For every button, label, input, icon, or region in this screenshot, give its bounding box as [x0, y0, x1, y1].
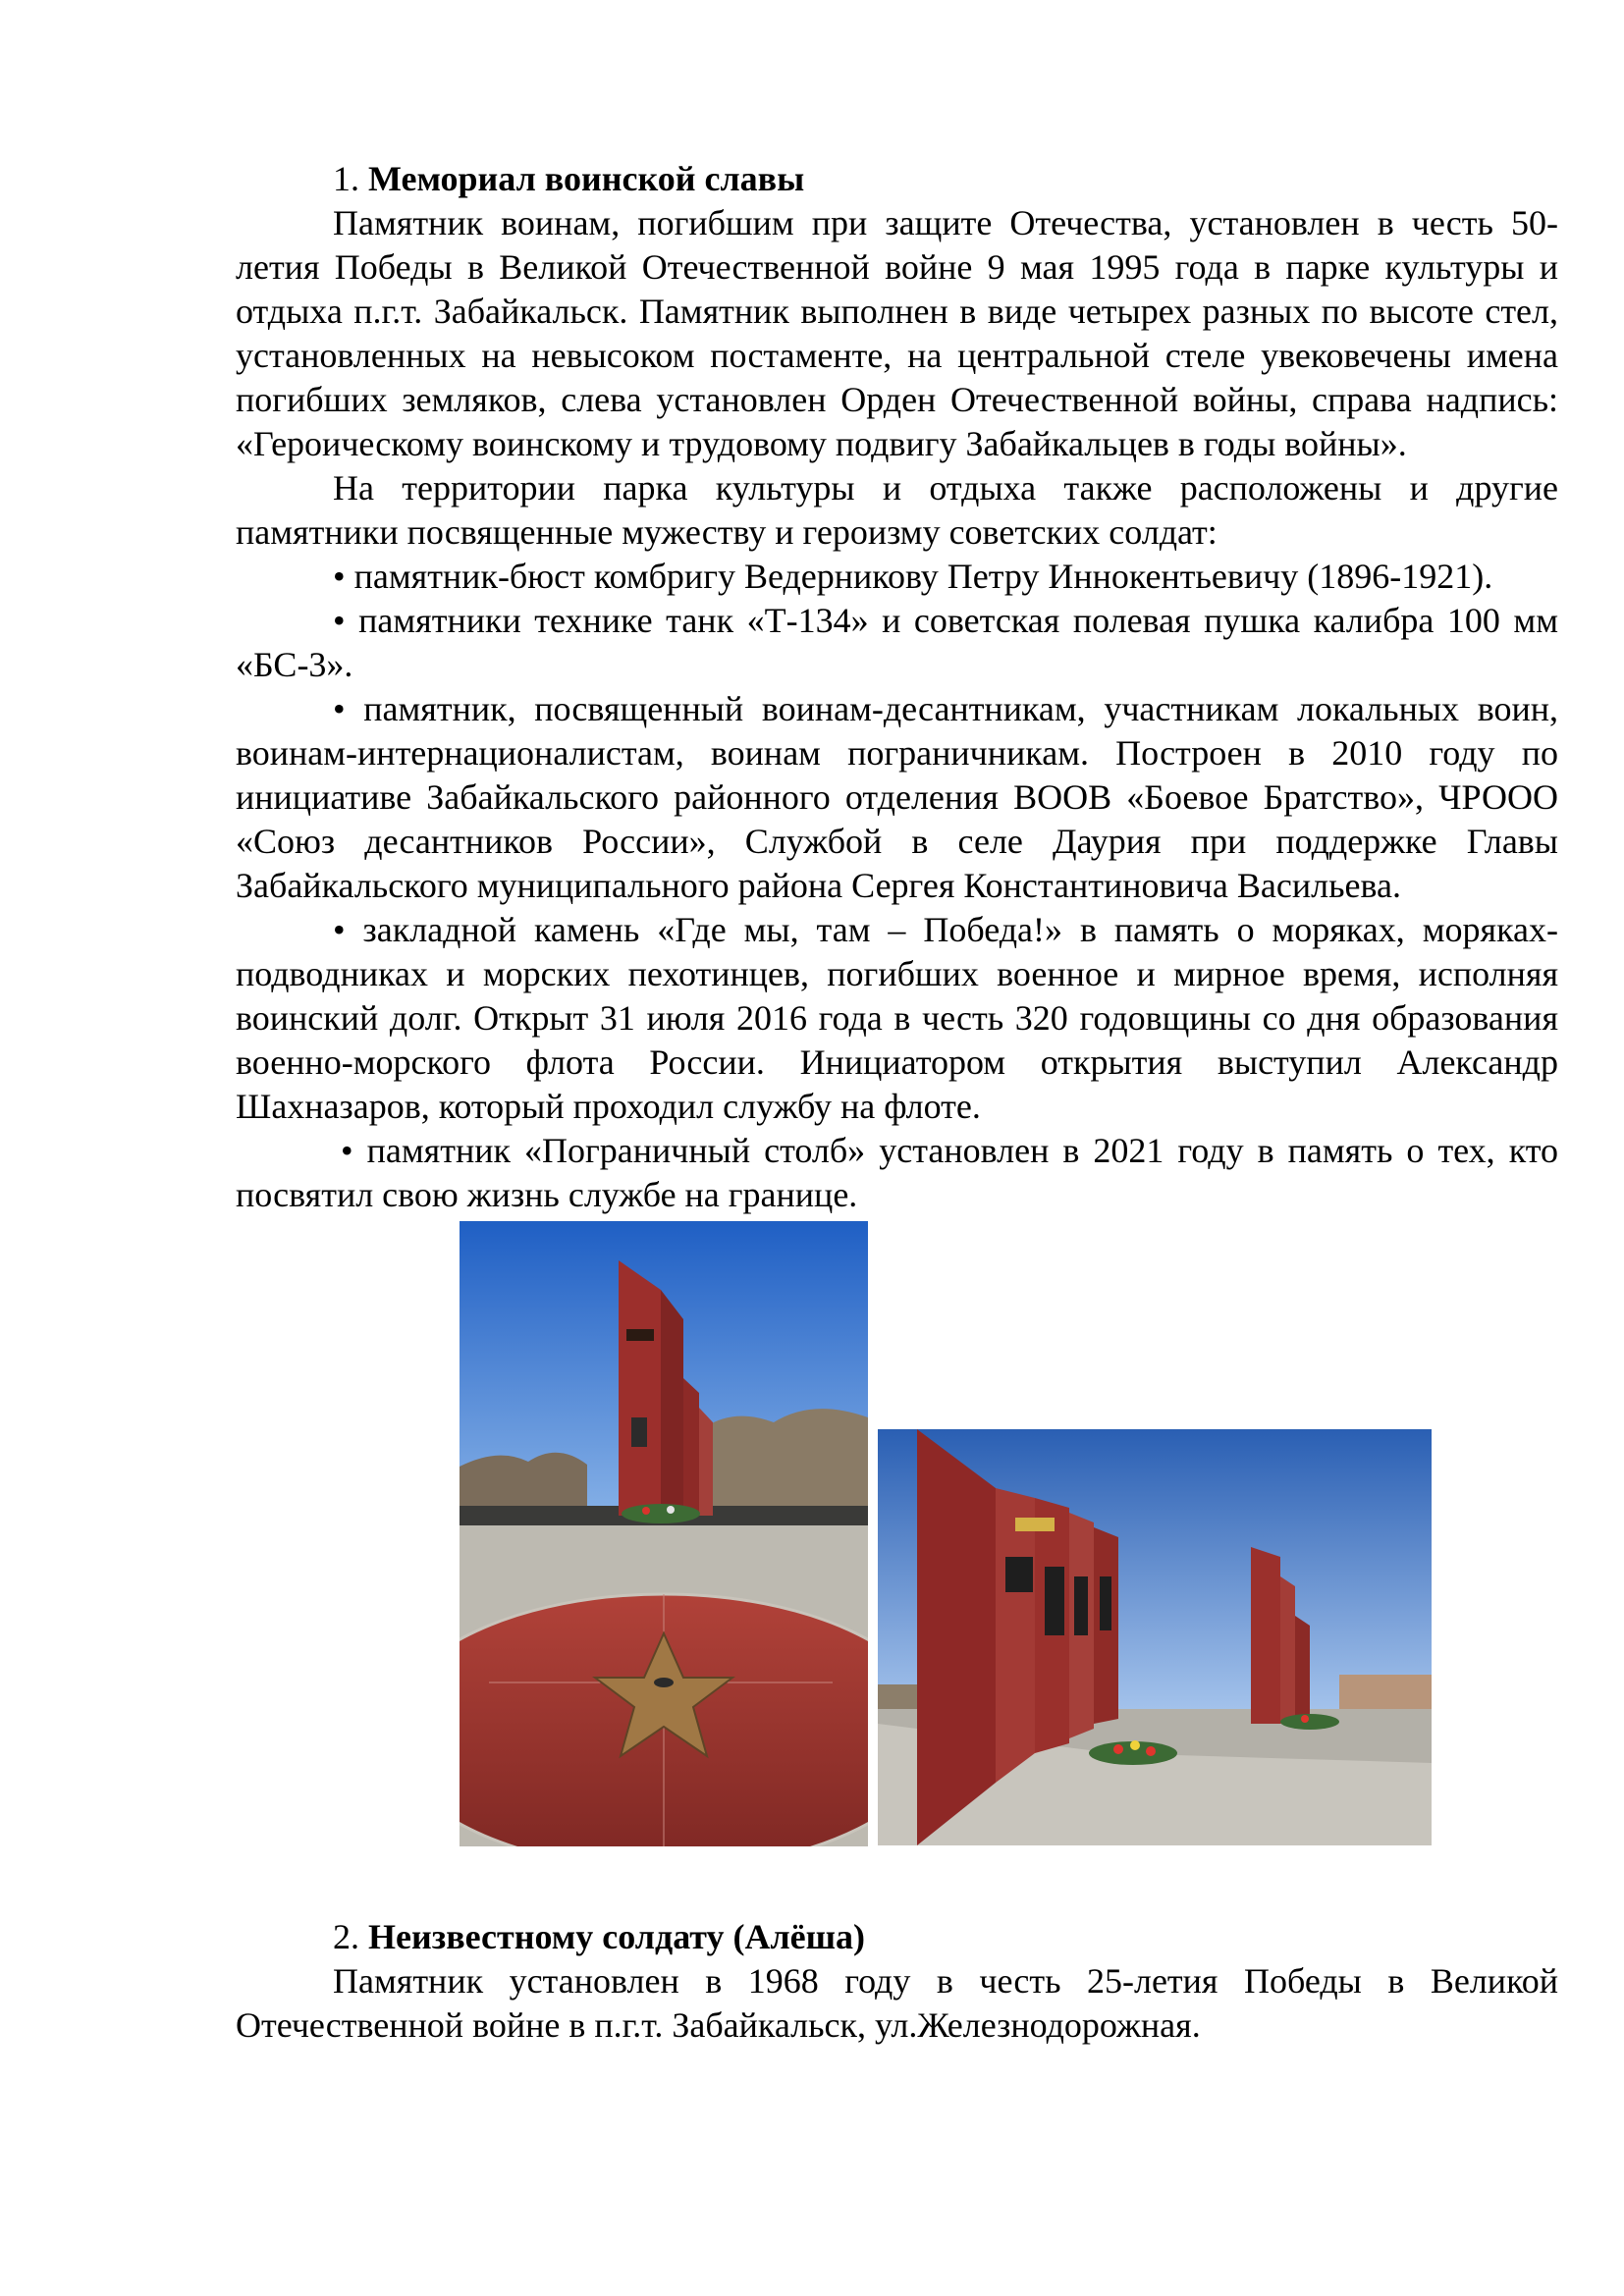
bullet-item: • закладной камень «Где мы, там – Победа!» в память о моряках, моряках-подводниках и морских пехотинцев, погибших военное и мирное время, исполняя воинский долг. Открыт 31 июля 2016 года в честь 320 годовщины со дня образования военно-морского флота России. Инициатором открытия выступил Александр Шахназаров, который проходил службу на флоте.: [236, 910, 1558, 1126]
bullet-item: • памятник «Пограничный столб» установлен в 2021 году в память о тех, кто посвятил свою жизнь службе на границе.: [236, 1131, 1558, 1214]
section-number: 1.: [333, 159, 359, 198]
memorial-photo-side: [878, 1429, 1432, 1845]
section-number: 2.: [333, 1917, 359, 1956]
body-paragraph: Памятник установлен в 1968 году в честь 25-летия Победы в Великой Отечественной войне в п.г.т. Забайкальск, ул.Железнодорожная.: [236, 1961, 1558, 2045]
photo-row: [236, 1221, 1558, 1869]
body-paragraph: На территории парка культуры и отдыха также расположены и другие памятники посвященные мужеству и героизму советских солдат:: [236, 468, 1558, 552]
bullet-item: • памятник, посвященный воинам-десантникам, участникам локальных воин, воинам-интернационалистам, воинам пограничникам. Построен в 2010 году по инициативе Забайкальского районного отделения ВООВ «Боевое Братство», ЧРООО «Союз десантников России», Службой в селе Даурия при поддержке Главы Забайкальского муниципального района Сергея Константиновича Васильева.: [236, 689, 1558, 905]
document-page: [236, 157, 1558, 2048]
bullet-item: • памятники технике танк «Т-134» и советская полевая пушка калибра 100 мм «БС-3».: [236, 601, 1558, 684]
body-paragraph: Памятник воинам, погибшим при защите Отечества, установлен в честь 50-летия Победы в Великой Отечественной войне 9 мая 1995 года в парке культуры и отдыха п.г.т. Забайкальск. Памятник выполнен в виде четырех разных по высоте стел, установленных на невысоком постаменте, на центральной стеле увековечены имена погибших земляков, слева установлен Орден Отечественной войны, справа надпись: «Героическому воинскому и трудовому подвигу Забайкальцев в годы войны».: [236, 203, 1558, 463]
section-title: Мемориал воинской славы: [368, 159, 805, 198]
bullet-item: • памятник-бюст комбригу Ведерникову Петру Иннокентьевичу (1896-1921).: [333, 557, 1493, 596]
section-heading: [236, 1915, 1558, 1959]
section-heading: [236, 157, 1558, 201]
section-2: [236, 1915, 1558, 2048]
memorial-photo-front: [460, 1221, 868, 1846]
section-title: Неизвестному солдату (Алёша): [368, 1917, 866, 1956]
